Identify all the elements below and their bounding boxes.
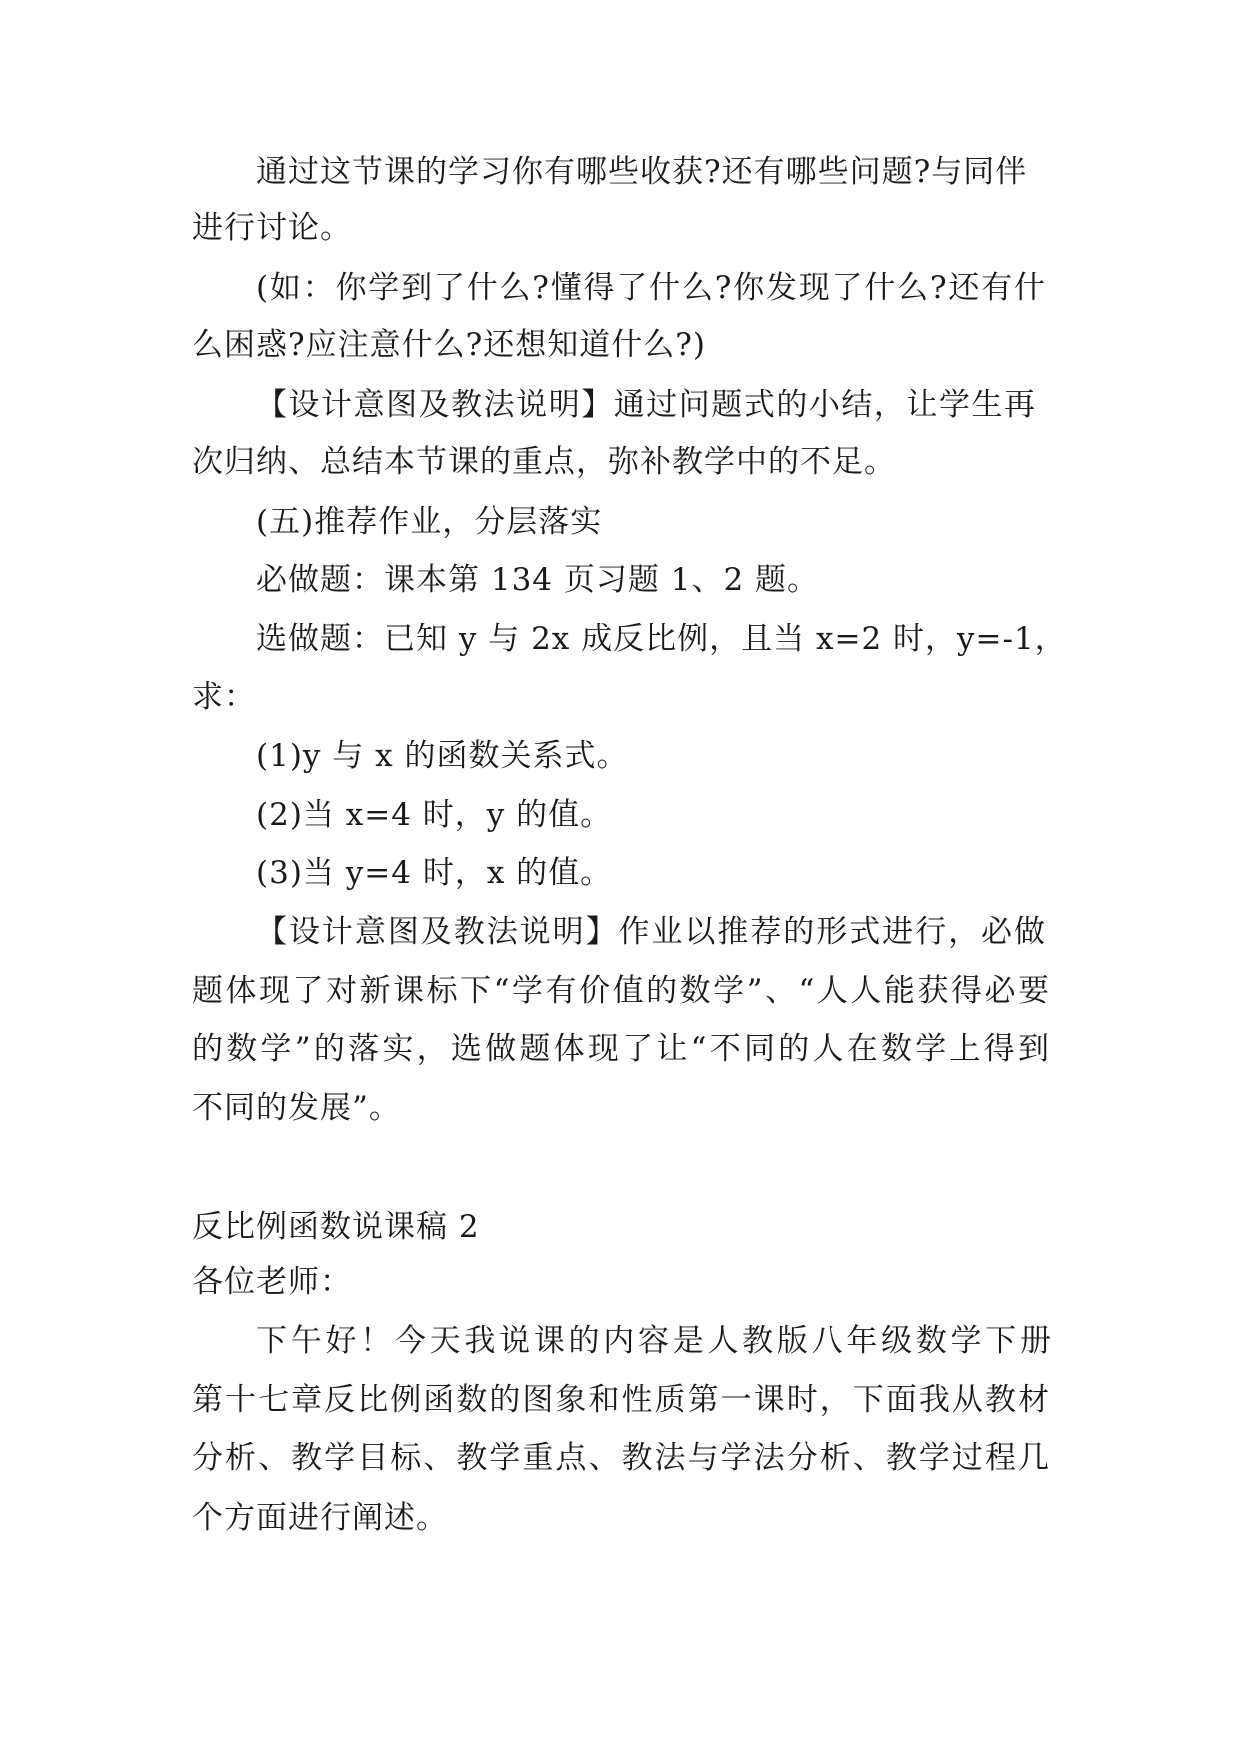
section-title: 反比例函数说课稿 2 — [192, 1209, 480, 1245]
text-line: 选做题：已知 y 与 2x 成反比例，且当 x=2 时，y=-1， — [256, 621, 1067, 657]
text-line: (1)y 与 x 的函数关系式。 — [256, 738, 629, 774]
text-line: 各位老师： — [192, 1264, 352, 1300]
text-line: 【设计意图及教法说明】通过问题式的小结，让学生再 — [256, 387, 1036, 423]
text-line: 么困惑?应注意什么?还想知道什么?) — [192, 327, 706, 363]
text-line: 下午好！今天我说课的内容是人教版八年级数学下册 — [256, 1323, 1052, 1359]
text-line: 个方面进行阐述。 — [192, 1500, 448, 1536]
text-line: (五)推荐作业，分层落实 — [256, 504, 603, 540]
text-line: 必做题：课本第 134 页习题 1、2 题。 — [256, 562, 820, 598]
text-line: (如：你学到了什么?懂得了什么?你发现了什么?还有什 — [256, 270, 1046, 306]
text-line: 通过这节课的学习你有哪些收获?还有哪些问题?与同伴 — [256, 154, 1028, 190]
text-line: 进行讨论。 — [192, 210, 352, 246]
text-line: 【设计意图及教法说明】作业以推荐的形式进行，必做 — [256, 914, 1046, 950]
text-line: 不同的发展”。 — [192, 1090, 401, 1126]
text-line: 分析、教学目标、教学重点、教法与学法分析、教学过程几 — [192, 1440, 1050, 1476]
text-line: 第十七章反比例函数的图象和性质第一课时，下面我从教材 — [192, 1382, 1050, 1418]
text-line: (2)当 x=4 时，y 的值。 — [256, 797, 613, 833]
text-line: 求： — [192, 679, 256, 715]
text-line: 次归纳、总结本节课的重点，弥补教学中的不足。 — [192, 444, 896, 480]
text-line: (3)当 y=4 时，x 的值。 — [256, 855, 613, 891]
text-line: 题体现了对新课标下“学有价值的数学”、“人人能获得必要 — [192, 973, 1050, 1009]
text-line: 的数学”的落实，选做题体现了让“不同的人在数学上得到 — [192, 1031, 1050, 1067]
